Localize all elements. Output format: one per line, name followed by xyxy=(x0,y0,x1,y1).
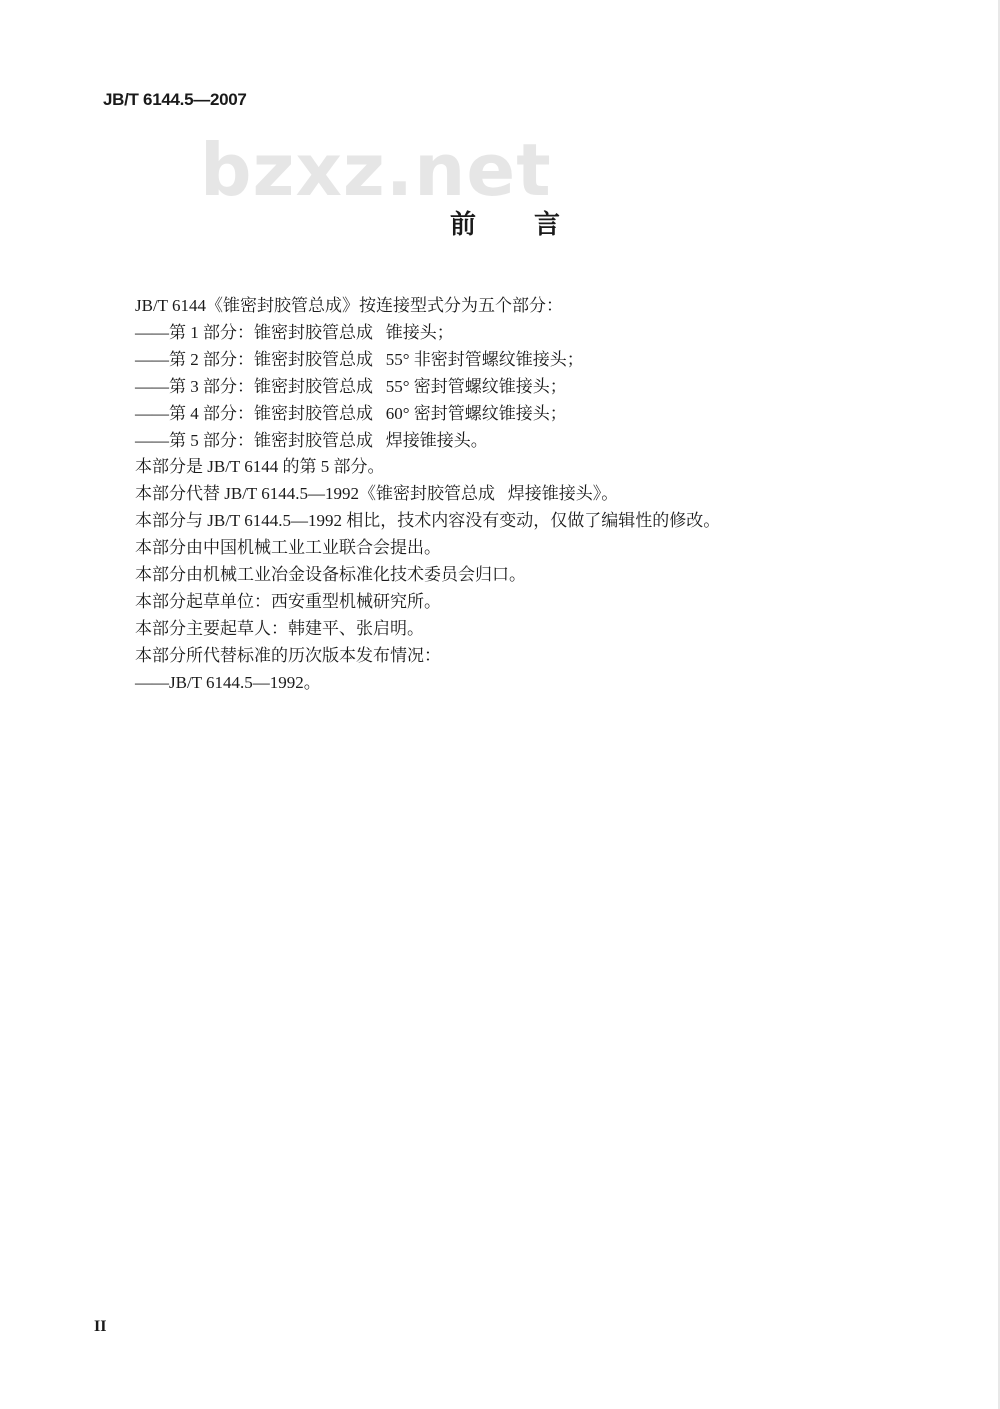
paragraph-line: 本部分由中国机械工业工业联合会提出。 xyxy=(135,538,441,558)
paragraph-line: 本部分起草单位：西安重型机械研究所。 xyxy=(135,591,441,611)
paragraph-line: 本部分与 JB/T 6144.5—1992 相比，技术内容没有变动，仅做了编辑性的修改。 xyxy=(135,511,721,531)
paragraph-line: ——第 2 部分：锥密封胶管总成 55° 非密封管螺纹锥接头； xyxy=(135,349,584,369)
paragraph-line: 本部分主要起草人：韩建平、张启明。 xyxy=(135,618,424,638)
page-number: II xyxy=(94,1318,107,1335)
foreword-body xyxy=(135,293,720,697)
paragraph-line: ——第 1 部分：锥密封胶管总成 锥接头； xyxy=(135,322,454,342)
paragraph-line: ——第 3 部分：锥密封胶管总成 55° 密封管螺纹锥接头； xyxy=(135,376,567,396)
paragraph-line: 本部分是 JB/T 6144 的第 5 部分。 xyxy=(135,457,385,477)
watermark: bzxz.net xyxy=(200,128,552,212)
paragraph-line: 本部分所代替标准的历次版本发布情况： xyxy=(135,645,441,665)
page-title: 前言 xyxy=(450,210,619,239)
paragraph-line: 本部分由机械工业冶金设备标准化技术委员会归口。 xyxy=(135,565,526,585)
paragraph-line: JB/T 6144《锥密封胶管总成》按连接型式分为五个部分： xyxy=(135,296,564,315)
paragraph-line: ——第 4 部分：锥密封胶管总成 60° 密封管螺纹锥接头； xyxy=(135,403,567,423)
paragraph-line: ——第 5 部分：锥密封胶管总成 焊接锥接头。 xyxy=(135,430,488,450)
standard-number-header: JB/T 6144.5—2007 xyxy=(103,90,247,109)
paragraph-line: ——JB/T 6144.5—1992。 xyxy=(135,672,321,692)
paragraph-line: 本部分代替 JB/T 6144.5—1992《锥密封胶管总成 焊接锥接头》。 xyxy=(135,484,619,504)
